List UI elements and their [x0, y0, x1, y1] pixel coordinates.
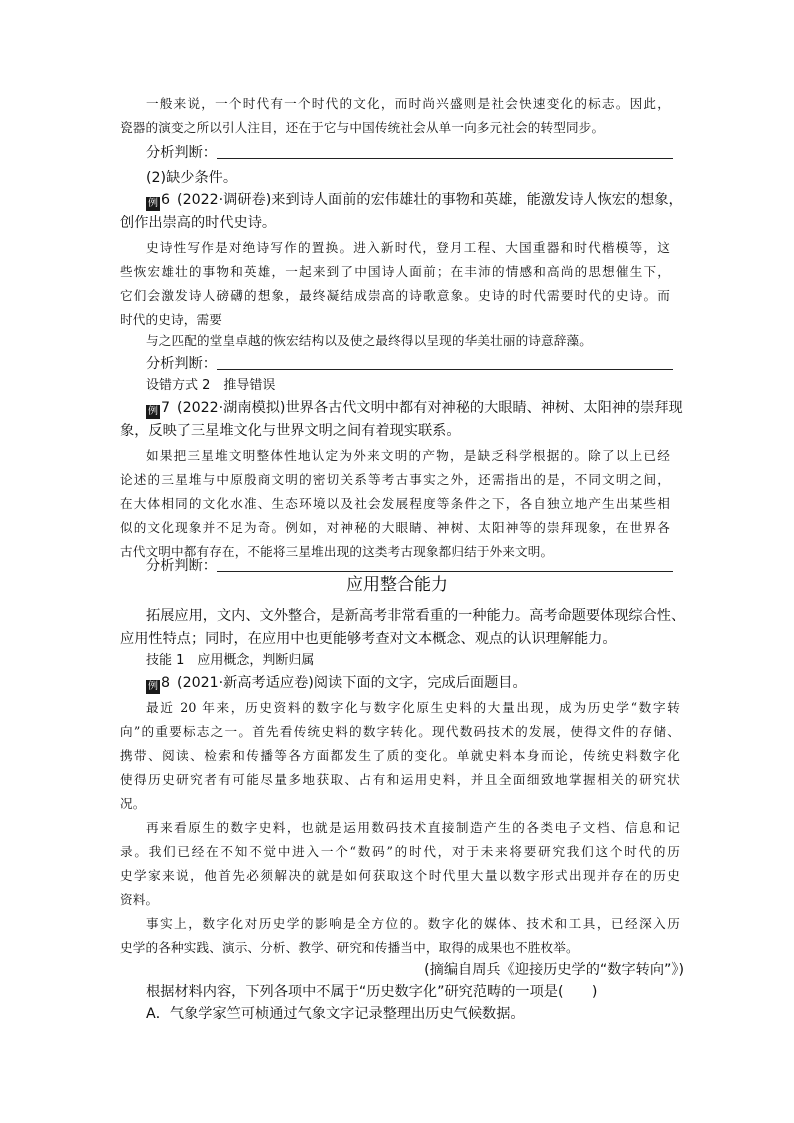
passage-line: 它们会激发诗人磅礴的想象，最终凝结成崇高的诗歌意象。史诗的时代需要时代的史诗。而	[120, 288, 670, 303]
skill-heading: 技能 1 应用概念，判断归属	[146, 653, 315, 668]
question-text: (2021·新高考适应卷)阅读下面的文字，完成后面题目。	[177, 675, 527, 691]
answer-label: 分析判断：	[146, 558, 217, 574]
example-number: 6	[161, 192, 171, 208]
section-title: 应用整合能力	[346, 575, 448, 595]
example-number: 8	[161, 675, 171, 691]
passage-line: 况。	[120, 796, 146, 811]
question-text: (2022·调研卷)来到诗人面前的宏伟雄壮的事物和英雄，能激发诗人恢宏的想象，	[177, 192, 683, 208]
passage-line: 古代文明中都有存在，不能将三星堆出现的这类考古现象都归结于外来文明。	[120, 544, 554, 559]
example-7-question	[146, 398, 683, 419]
question-line: 创作出崇高的时代史诗。	[120, 215, 277, 231]
passage-line: 瓷器的演变之所以引人注目，还在于它与中国传统社会从单一向多元社会的转型同步。	[120, 120, 605, 135]
passage-line: 一般来说，一个时代有一个时代的文化，而时尚兴盛则是社会快速变化的标志。因此，	[146, 96, 670, 111]
answer-label: 分析判断：	[146, 145, 217, 161]
passage-line: 再来看原生的数字史料，也就是运用数码技术直接制造产生的各类电子文档、信息和记	[146, 820, 680, 835]
source-citation: (摘编自周兵《迎接历史学的“数字转向”》)	[424, 962, 684, 978]
intro-line: 应用性特点；同时，在应用中也更能够考查对文本概念、观点的认识理解能力。	[120, 631, 617, 647]
question-line: 象，反映了三星堆文化与世界文明之间有着现实联系。	[120, 423, 461, 439]
answer-blank-line	[217, 369, 673, 370]
example-tag-icon: 例	[148, 406, 158, 417]
intro-line: 拓展应用，文内、文外整合，是新高考非常看重的一种能力。高考命题要体现综合性、	[146, 608, 686, 624]
question-text: (2022·湖南模拟)世界各古代文明中都有对神秘的大眼睛、神树、太阳神的崇拜现	[177, 400, 683, 416]
passage-line: 资料。	[120, 892, 159, 907]
example-6-question	[146, 190, 683, 211]
passage-line: 史诗性写作是对绝诗写作的置换。进入新时代，登月工程、大国重器和时代楷模等，这	[146, 240, 670, 255]
answer-blank-line	[217, 158, 673, 159]
example-tag-icon: 例	[148, 198, 158, 209]
example-tag-icon: 例	[148, 681, 158, 692]
question-stem: 根据材料内容，下列各项中不属于“历史数字化”研究范畴的一项是( )	[146, 984, 598, 1000]
example-8-question	[146, 673, 527, 694]
missing-condition-heading: (2)缺少条件。	[146, 170, 238, 186]
passage-line: 事实上，数字化对历史学的影响是全方位的。数字化的媒体、技术和工具，已经深入历	[146, 916, 680, 931]
passage-line: 与之匹配的堂皇卓越的恢宏结构以及使之最终得以呈现的华美壮丽的诗意辞藻。	[146, 333, 593, 348]
passage-line: 在大体相同的文化水准、生态环境以及社会发展程度等条件之下，各自独立地产生出某些相	[120, 496, 670, 511]
passage-line: 些恢宏雄壮的事物和英雄，一起来到了中国诗人面前；在丰沛的情感和高尚的思想催生下，	[120, 264, 670, 279]
passage-line: 时代的史诗，需要	[120, 312, 222, 327]
passage-line: 使得历史研究者有可能尽量多地获取、占有和运用史料，并且全面细致地掌握相关的研究状	[120, 772, 680, 787]
example-number: 7	[161, 400, 171, 416]
passage-line: 最近 20 年来，历史资料的数字化与数字化原生史料的大量出现，成为历史学“数字转	[146, 700, 680, 715]
option-a: A．气象学家竺可桢通过气象文字记录整理出历史气候数据。	[146, 1006, 525, 1022]
answer-label: 分析判断：	[146, 356, 217, 372]
passage-line: 论述的三星堆与中原殷商文明的密切关系等考古事实之外，还需指出的是，不同文明之间，	[120, 472, 670, 487]
answer-blank-line	[217, 571, 673, 572]
passage-line: 向”的重要标志之一。首先看传统史料的数字转化。现代数码技术的发展，使得文件的存储、	[120, 724, 680, 739]
passage-line: 携带、阅读、检索和传播等各方面都发生了质的变化。单就史料本身而论，传统史料数字化	[120, 748, 680, 763]
passage-line: 史学的各种实践、演示、分析、教学、研究和传播当中，取得的成果也不胜枚举。	[120, 940, 579, 955]
passage-line: 似的文化现象并不足为奇。例如，对神秘的大眼睛、神树、太阳神等的崇拜现象，在世界各	[120, 520, 670, 535]
passage-line: 录。我们已经在不知不觉中进入一个“数码”的时代，对于未来将要研究我们这个时代的历	[120, 844, 680, 859]
passage-line: 史学家来说，他首先必须解决的就是如何获取这个时代里大量以数字形式出现并存在的历史	[120, 868, 680, 883]
passage-line: 如果把三星堆文明整体性地认定为外来文明的产物，是缺乏科学根据的。除了以上已经	[146, 448, 670, 463]
method-heading: 设错方式 2 推导错误	[146, 378, 276, 393]
